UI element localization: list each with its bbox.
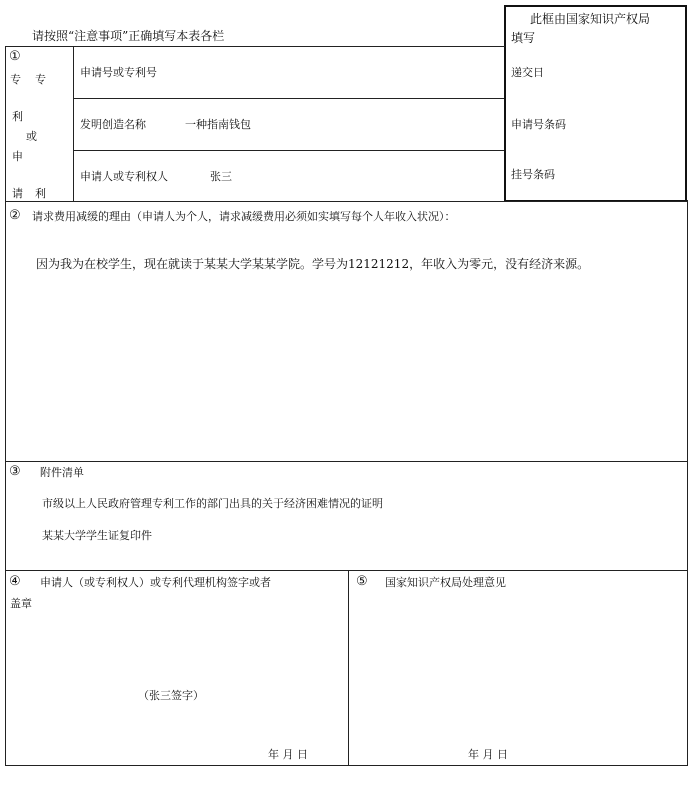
registered-barcode-field: 挂号条码: [511, 168, 555, 181]
invention-name-value[interactable]: 一种指南钱包: [185, 118, 251, 131]
attachment-item: 某某大学学生证复印件: [42, 529, 152, 542]
filing-date-field: 递交日: [511, 66, 544, 79]
vertical-label-char: 请: [12, 187, 23, 200]
vertical-label-char: 利: [12, 110, 23, 123]
attachment-item: 市级以上人民政府管理专利工作的部门出具的关于经济困难情况的证明: [42, 497, 383, 510]
fee-reduction-reason-title: 请求费用减缓的理由（申请人为个人，请求减缓费用必须如实填写每个人年收入状况）：: [32, 210, 456, 223]
vertical-label-char: 或: [26, 130, 37, 143]
signature-title: 申请人（或专利权人）或专利代理机构签字或者: [40, 576, 271, 589]
invention-name-label: 发明创造名称: [80, 118, 146, 131]
section4-number: ④: [9, 574, 21, 589]
application-barcode-field: 申请号条码: [511, 118, 566, 131]
section1-number: ①: [9, 49, 21, 64]
signature[interactable]: （张三签字）: [138, 689, 204, 702]
office-box-note: 此框由国家知识产权局: [530, 12, 651, 26]
applicant-value[interactable]: 张三: [210, 170, 232, 183]
fee-reduction-reason-text[interactable]: 因为我为在校学生，现在就读于某某大学某某学院。学号为12121212，年收入为零元，没有经济来源。: [36, 257, 590, 271]
vertical-label-char: 利: [35, 187, 46, 200]
application-number-label: 申请号或专利号: [80, 66, 157, 79]
vertical-label-char: 专: [35, 73, 46, 86]
vertical-label-char: 申: [12, 150, 23, 163]
form-instruction: 请按照“注意事项”正确填写本表各栏: [32, 29, 225, 43]
section2-number: ②: [9, 208, 21, 223]
section3-number: ③: [9, 464, 21, 479]
signature-title-2: 盖章: [10, 597, 32, 610]
signature-date[interactable]: 年 月 日: [268, 748, 308, 761]
section5-number: ⑤: [356, 574, 368, 589]
attachment-list-title: 附件清单: [40, 466, 84, 479]
office-box-note-2: 填写: [511, 31, 536, 45]
vertical-label-char: 专: [10, 73, 21, 86]
applicant-label: 申请人或专利权人: [80, 170, 168, 183]
office-opinion-title: 国家知识产权局处理意见: [385, 576, 506, 589]
office-opinion-date[interactable]: 年 月 日: [468, 748, 508, 761]
